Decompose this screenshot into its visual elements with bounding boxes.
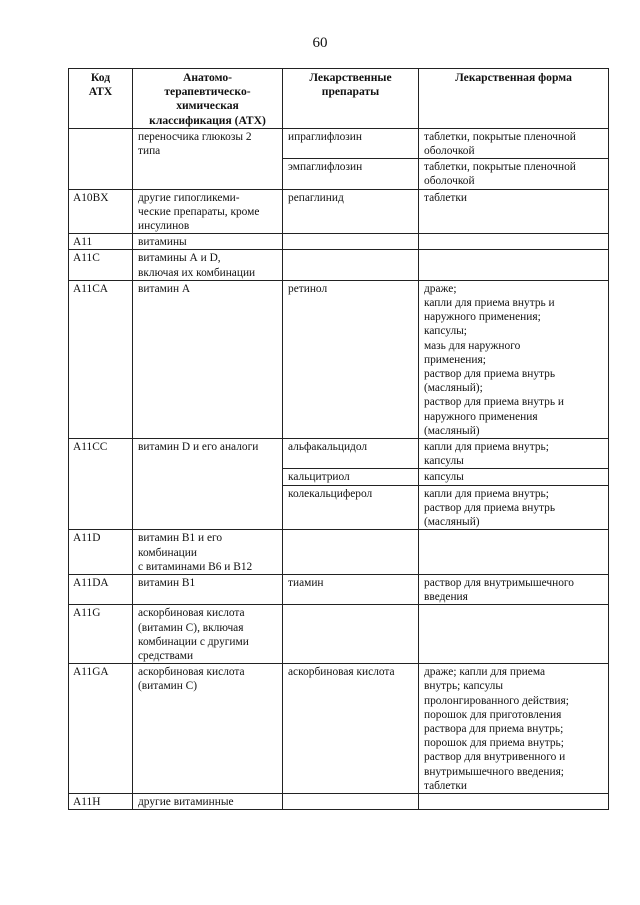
- table-row: [69, 664, 609, 794]
- header-atc-classification: Анатомо- терапевтическо- химическая классификация (АТХ): [133, 69, 283, 129]
- atc-group-cell: другие гипогликеми- ческие препараты, кроме инсулинов: [133, 189, 283, 234]
- header-atc-code: Код АТХ: [69, 69, 133, 129]
- atc-group-cell: переносчика глюкозы 2 типа: [133, 128, 283, 189]
- atc-group-cell: витамин D и его аналоги: [133, 439, 283, 530]
- header-dosage-form: Лекарственная форма: [419, 69, 609, 129]
- drug-name-cell: эмпаглифлозин: [283, 159, 419, 189]
- atc-code-cell: A11G: [69, 605, 133, 664]
- atc-group-cell: витамины: [133, 234, 283, 250]
- table-header-row: [69, 69, 609, 129]
- drug-name-cell: [283, 605, 419, 664]
- atc-group-cell: аскорбиновая кислота (витамин С), включая комбинации с другими средствами: [133, 605, 283, 664]
- table-row: [69, 530, 609, 575]
- table-row: [69, 574, 609, 604]
- dosage-form-cell: капли для приема внутрь; раствор для приема внутрь (масляный): [419, 485, 609, 530]
- table-row: [69, 128, 609, 158]
- dosage-form-cell: драже; капли для приема внутрь и наружного применения; капсулы; мазь для наружного применения; раствор для приема внутрь (масляный); раствор для приема внутрь и наружного применения (масляный): [419, 280, 609, 438]
- dosage-form-cell: [419, 250, 609, 280]
- dosage-form-cell: [419, 530, 609, 575]
- dosage-form-cell: капсулы: [419, 469, 609, 485]
- drug-name-cell: кальцитриол: [283, 469, 419, 485]
- dosage-form-cell: [419, 793, 609, 809]
- dosage-form-cell: [419, 234, 609, 250]
- table-row: [69, 280, 609, 438]
- dosage-form-cell: [419, 605, 609, 664]
- atc-code-cell: A11C: [69, 250, 133, 280]
- atc-group-cell: витамин А: [133, 280, 283, 438]
- table-body: [69, 128, 609, 809]
- page-number: 60: [312, 35, 328, 51]
- table-row: [69, 189, 609, 234]
- atc-group-cell: витамин B1 и его комбинации с витаминами B6 и B12: [133, 530, 283, 575]
- drug-name-cell: тиамин: [283, 574, 419, 604]
- table-row: [69, 605, 609, 664]
- table-row: [69, 793, 609, 809]
- atc-code-cell: A11D: [69, 530, 133, 575]
- drug-name-cell: [283, 250, 419, 280]
- dosage-form-cell: раствор для внутримышечного введения: [419, 574, 609, 604]
- dosage-form-cell: таблетки, покрытые пленочной оболочкой: [419, 159, 609, 189]
- drug-name-cell: ретинол: [283, 280, 419, 438]
- dosage-form-cell: капли для приема внутрь; капсулы: [419, 439, 609, 469]
- atc-code-cell: [69, 128, 133, 189]
- atc-code-cell: A11GA: [69, 664, 133, 794]
- header-drugs: Лекарственные препараты: [283, 69, 419, 129]
- atc-code-cell: A11CA: [69, 280, 133, 438]
- drug-name-cell: ипраглифлозин: [283, 128, 419, 158]
- drug-name-cell: [283, 530, 419, 575]
- atc-group-cell: аскорбиновая кислота (витамин С): [133, 664, 283, 794]
- table-row: [69, 439, 609, 469]
- dosage-form-cell: таблетки: [419, 189, 609, 234]
- drug-name-cell: [283, 234, 419, 250]
- table-row: [69, 234, 609, 250]
- atc-code-cell: A11CC: [69, 439, 133, 530]
- atc-code-cell: A11H: [69, 793, 133, 809]
- atc-code-cell: A11DA: [69, 574, 133, 604]
- dosage-form-cell: таблетки, покрытые пленочной оболочкой: [419, 128, 609, 158]
- drug-name-cell: альфакальцидол: [283, 439, 419, 469]
- atc-drug-table: [68, 68, 609, 810]
- atc-group-cell: витамины А и D, включая их комбинации: [133, 250, 283, 280]
- atc-code-cell: A10BX: [69, 189, 133, 234]
- atc-code-cell: A11: [69, 234, 133, 250]
- drug-name-cell: аскорбиновая кислота: [283, 664, 419, 794]
- drug-name-cell: [283, 793, 419, 809]
- dosage-form-cell: драже; капли для приема внутрь; капсулы пролонгированного действия; порошок для приготовления раствора для приема внутрь; порошок для приема внутрь; раствор для внутривенного и внутримышечного введения; таблетки: [419, 664, 609, 794]
- table-row: [69, 250, 609, 280]
- drug-name-cell: репаглинид: [283, 189, 419, 234]
- atc-group-cell: другие витаминные: [133, 793, 283, 809]
- atc-group-cell: витамин B1: [133, 574, 283, 604]
- drug-name-cell: колекальциферол: [283, 485, 419, 530]
